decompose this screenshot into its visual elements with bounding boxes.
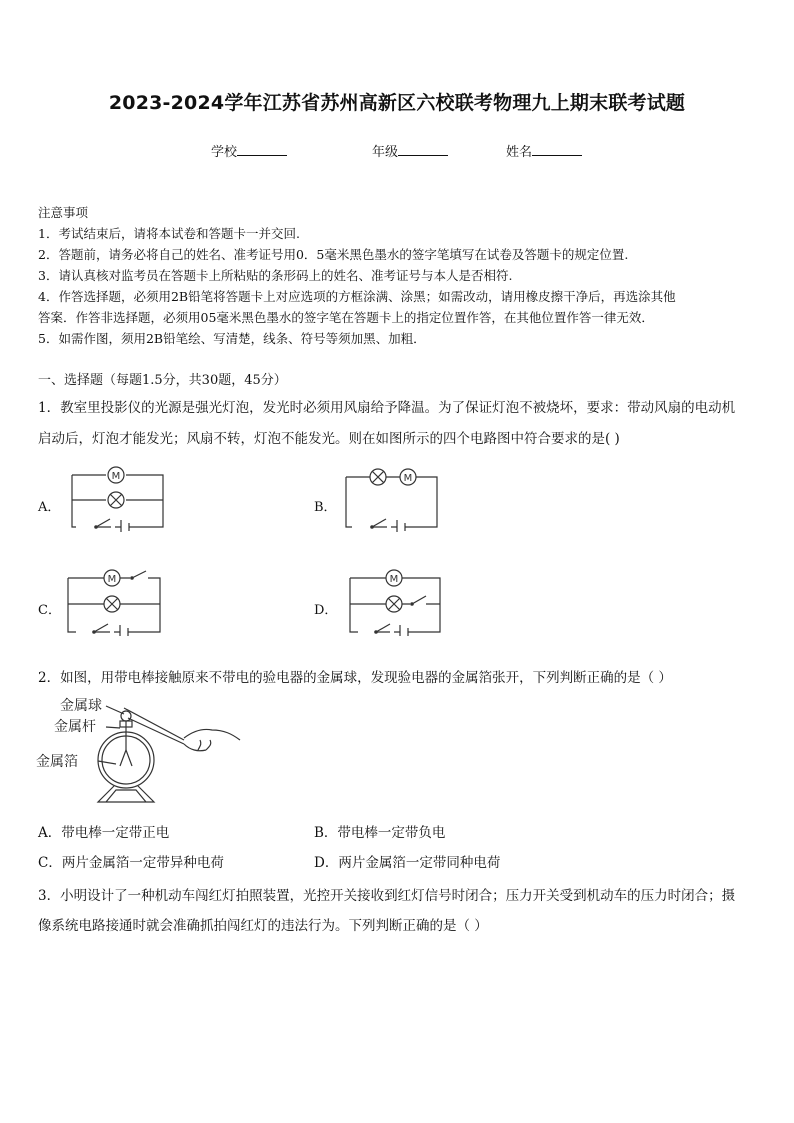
school-label: 学校 [211, 145, 238, 160]
name-field[interactable] [506, 141, 582, 160]
metal-ball-label: 金属球 [60, 698, 102, 714]
school-field[interactable] [211, 141, 287, 160]
circuit-diagram-a [60, 460, 170, 532]
battery-symbol [397, 520, 405, 532]
notice-item: 2．答题前，请务必将自己的姓名、准考证号用0．5毫米黑色墨水的签字笔填写在试卷及答题卡的规定位置. [38, 247, 629, 262]
hand-icon [184, 729, 240, 750]
grade-label: 年级 [372, 145, 399, 160]
q3-stem-line1: 3．小明设计了一种机动车闯红灯拍照装置，光控开关接收到红灯信号时闭合；压力开关受到机动车的压力时闭合；摄 [38, 888, 736, 904]
q1-option-d-label[interactable]: D． [314, 603, 338, 618]
notice-item: 4．作答选择题，必须用2B铅笔将答题卡上对应选项的方框涂满、涂黑；如需改动，请用橡皮擦干净后，再选涂其他 [38, 289, 676, 304]
battery-symbol [121, 520, 129, 532]
notice-item: 答案．作答非选择题，必须用05毫米黑色墨水的签字笔在答题卡上的指定位置作答，在其他位置作答一律无效． [38, 310, 654, 325]
grade-field[interactable] [372, 141, 448, 160]
q2-stem: 2．如图，用带电棒接触原来不带电的验电器的金属球，发现验电器的金属箔张开，下列判断正确的是（ ） [38, 670, 672, 686]
name-blank[interactable] [532, 143, 582, 156]
q1-stem-line2: 启动后，灯泡才能发光；风扇不转，灯泡不能发光。则在如图所示的四个电路图中符合要求的是( ) [38, 431, 620, 447]
section-heading: 一、选择题（每题1.5分，共30题，45分） [38, 373, 287, 388]
switch-symbol [96, 519, 110, 527]
q2-option-a[interactable]: A．带电棒一定带正电 [38, 825, 170, 841]
grade-blank[interactable] [398, 143, 448, 156]
motor-label: M [111, 471, 121, 482]
q1-option-c-label[interactable]: C． [38, 603, 61, 618]
page-title: 2023-2024学年江苏省苏州高新区六校联考物理九上期末联考试题 [108, 92, 686, 114]
switch-symbol [412, 596, 426, 604]
metal-rod-label: 金属杆 [54, 719, 96, 735]
electroscope-figure [34, 694, 244, 806]
charged-rod [124, 708, 184, 744]
q1-option-a-label[interactable]: A． [38, 500, 61, 515]
notice-item: 3．请认真核对监考员在答题卡上所粘贴的条形码上的姓名、准考证号与本人是否相符. [38, 268, 513, 283]
switch-symbol [372, 519, 386, 527]
battery-symbol [400, 625, 408, 636]
metal-ball [121, 711, 131, 721]
notice-item: 5．如需作图，须用2B铅笔绘、写清楚，线条、符号等须加黑、加粗． [38, 331, 426, 346]
q3-stem-line2: 像系统电路接通时就会准确抓拍闯红灯的违法行为。下列判断正确的是（ ） [38, 918, 488, 934]
motor-label: M [403, 473, 413, 484]
notice-heading: 注意事项 [38, 205, 89, 220]
switch-symbol [376, 624, 390, 632]
name-label: 姓名 [506, 145, 533, 160]
motor-label: M [107, 574, 117, 585]
circuit-diagram-b [336, 460, 446, 532]
q1-option-b-label[interactable]: B． [314, 500, 337, 515]
metal-foil-label: 金属箔 [36, 754, 78, 770]
switch-symbol [94, 624, 108, 632]
q2-option-d[interactable]: D．两片金属箔一定带同种电荷 [314, 855, 501, 871]
motor-label: M [389, 574, 399, 585]
q1-stem-line1: 1．教室里投影仪的光源是强光灯泡，发光时必须用风扇给予降温。为了保证灯泡不被烧坏，要求：带动风扇的电动机 [38, 400, 736, 416]
q2-option-c[interactable]: C．两片金属箔一定带异种电荷 [38, 855, 224, 871]
battery-symbol [120, 625, 128, 636]
circuit-diagram-d [336, 564, 448, 636]
q2-option-b[interactable]: B．带电棒一定带负电 [314, 825, 446, 841]
school-blank[interactable] [237, 143, 287, 156]
notice-item: 1．考试结束后，请将本试卷和答题卡一并交回. [38, 226, 300, 241]
circuit-diagram-c [60, 564, 170, 636]
switch-symbol [132, 571, 146, 578]
metal-foil [120, 750, 132, 766]
